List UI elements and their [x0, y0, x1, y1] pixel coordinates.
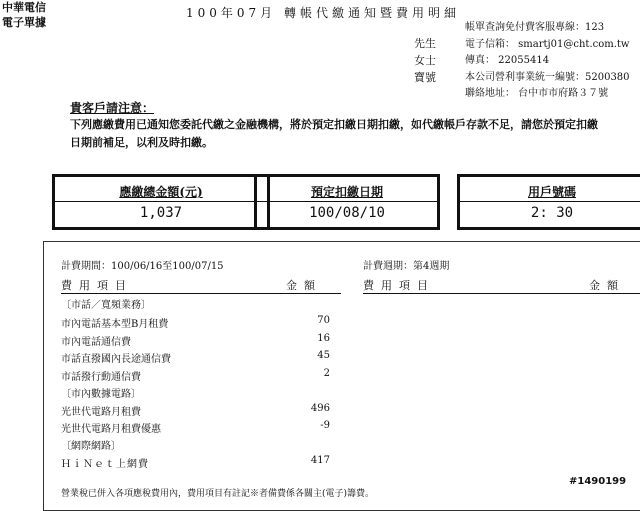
company-logo	[2, 0, 46, 30]
billing-cycle: 計費週期：第4週期	[363, 261, 450, 272]
line-item-name: 光世代電路月租費	[61, 407, 141, 418]
category-label: 〔網際網路〕	[61, 441, 121, 452]
notice-body: 下列應繳費用已通知您委託代繳之金融機構，將於預定扣繳日期扣繳，如代繳帳戶存款不足，請您於預定扣繳日期前補足，以利及時扣繳。	[70, 118, 598, 149]
line-item-name: 光世代電路月租費優惠	[61, 424, 161, 435]
right-item-header: 費用項目	[363, 279, 435, 292]
contact-fax: 傳真： 22055414	[465, 55, 550, 66]
notice-heading: 貴客戶請注意：	[70, 101, 155, 115]
debit-date-value: 100/08/10	[309, 205, 385, 221]
category-label: 〔市話／寬頻業務〕	[61, 300, 151, 311]
line-item-amount: 2	[323, 368, 330, 379]
right-amount-header: 金額	[589, 279, 625, 292]
line-item-amount: 496	[310, 403, 330, 414]
total-amount-label: 應繳總金額(元)	[119, 185, 203, 199]
contact-email[interactable]: 電子信箱： smartj01@cht.com.tw	[465, 38, 630, 50]
salutation-ms: 女士	[414, 54, 436, 67]
line-item-name: 市話撥行動通信費	[61, 372, 141, 383]
line-item-amount: 45	[317, 350, 330, 361]
account-number-box	[457, 174, 640, 230]
box-divider	[460, 201, 640, 202]
line-item-amount: -9	[320, 420, 330, 431]
contact-info	[465, 20, 630, 103]
line-item-name: 市內電話通信費	[61, 337, 131, 348]
total-amount-box	[52, 174, 270, 230]
left-amount-header: 金額	[286, 279, 322, 292]
debit-date-box	[254, 174, 440, 230]
box-divider	[257, 201, 437, 202]
footer-note: 營業稅已併入各項應稅費用內，費用項目有註記※者備費係各關主(電子)籌費。	[61, 489, 375, 499]
doc-type: 電子單據	[2, 16, 46, 29]
account-number-label: 用戶號碼	[527, 185, 576, 199]
image-watermark: #1490199	[569, 476, 627, 487]
box-divider	[55, 201, 267, 202]
company-name: 中華電信	[2, 1, 46, 14]
contact-tax-id: 本公司營利事業統一編號：5200380	[465, 71, 630, 83]
line-item-amount: 70	[317, 315, 330, 326]
left-header-rule	[61, 293, 341, 294]
line-item-name: 市內電話基本型B月租費	[61, 319, 169, 330]
account-number-value: 2: 30	[530, 205, 574, 221]
line-item-name: 市話直撥國內長途通信費	[61, 354, 171, 365]
charge-detail-panel	[43, 241, 640, 511]
contact-address: 聯絡地址： 台中市市府路３７號	[465, 88, 609, 99]
left-item-header: 費用項目	[61, 279, 133, 292]
contact-hotline: 帳單查詢免付費客服專線：123	[465, 22, 605, 33]
line-item-amount: 417	[310, 455, 330, 466]
salutation-mr: 先生	[414, 37, 436, 50]
billing-period: 計費期間：100/06/16至100/07/15	[61, 261, 224, 272]
salutation-company: 寶號	[414, 71, 436, 84]
salutation-list	[414, 35, 436, 86]
category-label: 〔市內數據電路〕	[61, 389, 141, 400]
right-header-rule	[363, 293, 640, 294]
bill-title: 100年07月 轉帳代繳通知暨費用明細	[186, 6, 460, 20]
debit-date-label: 預定扣繳日期	[310, 185, 383, 199]
line-item-amount: 16	[317, 333, 330, 344]
total-amount-value: 1,037	[139, 205, 183, 221]
line-item-name: ＨｉＮｅｔ上網費	[61, 459, 149, 470]
